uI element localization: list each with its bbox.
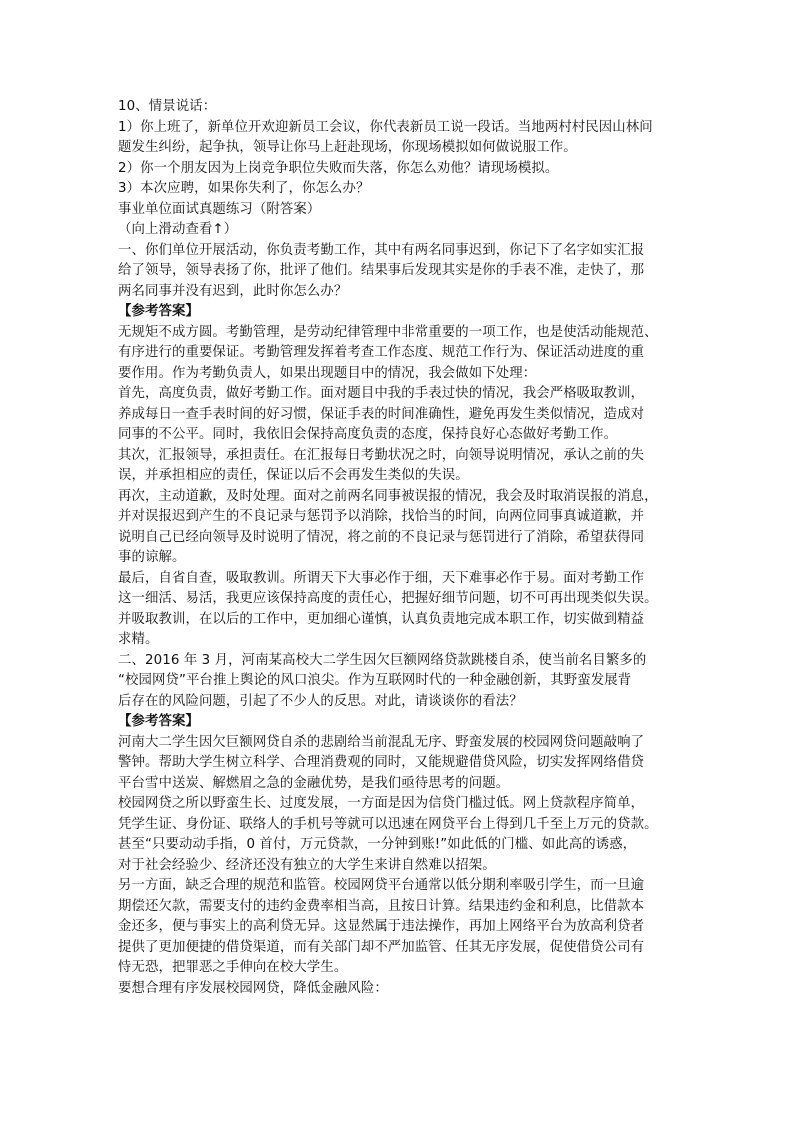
scroll-hint: （向上滑动查看↑）: [118, 222, 238, 237]
question-one-line: 给了领导，领导表扬了你，批评了他们。结果事后发现其实是你的手表不准，走快了，那: [118, 263, 645, 278]
question-one-line: 两名同事并没有迟到，此时你怎么办？: [118, 283, 348, 299]
answer-line: 凭学生证、身份证、联络人的手机号等就可以迅速在网贷平台上得到几千至上万元的贷款。: [118, 816, 658, 832]
answer-line: 并对误报迟到产生的不良记录与惩罚予以消除，找恰当的时间，向两位同事真诚道歉，并: [118, 509, 645, 524]
answer-line: 恃无恐，把罪恶之手伸向在校大学生。: [118, 960, 348, 975]
answer-line: 首先，高度负责，做好考勤工作。面对题目中我的手表过快的情况，我会严格吸取教训，: [118, 386, 645, 401]
answer-line: 再次，主动道歉，及时处理。面对之前两名同事被误报的情况，我会及时取消误报的消息，: [118, 488, 658, 504]
answer-line: 说明自己已经向领导及时说明了情况，将之前的不良记录与惩罚进行了消除，希望获得同: [118, 529, 645, 545]
question-line: 题发生纠纷，起争执，领导让你马上赶赴现场，你现场模拟如何做说服工作。: [118, 140, 577, 155]
question-one-line: 一、你们单位开展活动，你负责考勤工作，其中有两名同事迟到，你记下了名字如实汇报: [118, 242, 645, 258]
answer-line: 要作用。作为考勤负责人，如果出现题目中的情况，我会做如下处理：: [118, 365, 537, 381]
reference-answer-label: 【参考答案】: [118, 304, 199, 319]
question-two-line: “校园网贷”平台推上舆论的风口浪尖。作为互联网时代的一种金融创新，其野蛮发展背: [118, 673, 632, 688]
answer-line: 并吸取教训，在以后的工作中，更加细心谨慎，认真负责地完成本职工作，切实做到精益: [118, 611, 645, 627]
question-two-line: 后存在的风险问题，引起了不少人的反思。对此，请谈谈你的看法？: [118, 693, 523, 709]
answer-line: 其次，汇报领导，承担责任。在汇报每日考勤状况之时，向领导说明情况，承认之前的失: [118, 447, 645, 463]
answer-line: 另一方面，缺乏合理的规范和监管。校园网贷平台通常以低分期利率吸引学生，而一旦逾: [118, 878, 645, 893]
answer-line: 有序进行的重要保证。考勤管理发挥着考查工作态度、规范工作行为、保证活动进度的重: [118, 345, 645, 360]
reference-answer-label: 【参考答案】: [118, 714, 199, 729]
answer-line: 金还多，便与事实上的高利贷无异。这显然属于违法操作，再加上网络平台为放高利贷者: [118, 919, 645, 934]
answer-line: 养成每日一查手表时间的好习惯，保证手表的时间准确性，避免再发生类似情况，造成对: [118, 406, 645, 422]
document-body: [118, 97, 678, 999]
answer-line: 校园网贷之所以野蛮生长、过度发展，一方面是因为信贷门槛过低。网上贷款程序简单，: [118, 796, 645, 811]
answer-line: 河南大二学生因欠巨额网贷自杀的悲剧给当前混乱无序、野蛮发展的校园网贷问题敲响了: [118, 734, 645, 750]
answer-line: 无规矩不成方圆。考勤管理，是劳动纪律管理中非常重要的一项工作，也是使活动能规范、: [118, 324, 658, 340]
section-title-situational-talk: 10、情景说话：: [118, 99, 217, 114]
answer-line: 事的谅解。: [118, 550, 186, 565]
question-line: 2）你一个朋友因为上岗竞争职位失败而失落，你怎么劝他？请现场模拟。: [118, 160, 559, 176]
answer-line: 对于社会经验少、经济还没有独立的大学生来讲自然难以招架。: [118, 857, 496, 873]
answer-line: 误，并承担相应的责任，保证以后不会再发生类似的失误。: [118, 468, 469, 483]
answer-line: 期偿还欠款，需要支付的违约金费率相当高，且按日计算。结果违约金和利息，比借款本: [118, 898, 645, 914]
answer-line: 求精。: [118, 632, 159, 647]
answer-line: 要想合理有序发展校园网贷，降低金融风险：: [118, 980, 388, 996]
practice-heading: 事业单位面试真题练习（附答案）: [118, 201, 321, 217]
answer-line: 同事的不公平。同时，我依旧会保持高度负责的态度，保持良好心态做好考勤工作。: [118, 427, 618, 442]
answer-line: 警钟。帮助大学生树立科学、合理消费观的同时，又能规避借贷风险，切实发挥网络借贷: [118, 755, 645, 770]
question-line: 3）本次应聘，如果你失利了，你怎么办？: [118, 181, 370, 196]
answer-line: 这一细活、易活，我更应该保持高度的责任心，把握好细节问题，切不可再出现类似失误。: [118, 591, 658, 606]
answer-line: 提供了更加便捷的借贷渠道，而有关部门却不严加监管、任其无序发展，促使借贷公司有: [118, 939, 645, 955]
question-two-line: 二、2016 年 3 月，河南某高校大二学生因欠巨额网络贷款跳楼自杀，使当前名目繁多的: [118, 652, 647, 668]
question-line: 1）你上班了，新单位开欢迎新员工会议，你代表新员工说一段话。当地两村村民因山林问: [118, 119, 653, 135]
answer-line: 平台雪中送炭、解燃眉之急的金融优势，是我们亟待思考的问题。: [118, 775, 510, 791]
answer-line: 甚至“只要动动手指，0 首付，万元贷款，一分钟到账!”如此低的门槛、如此高的诱惑，: [118, 837, 637, 852]
answer-line: 最后，自省自查，吸取教训。所谓天下大事必作于细，天下难事必作于易。面对考勤工作: [118, 570, 645, 586]
